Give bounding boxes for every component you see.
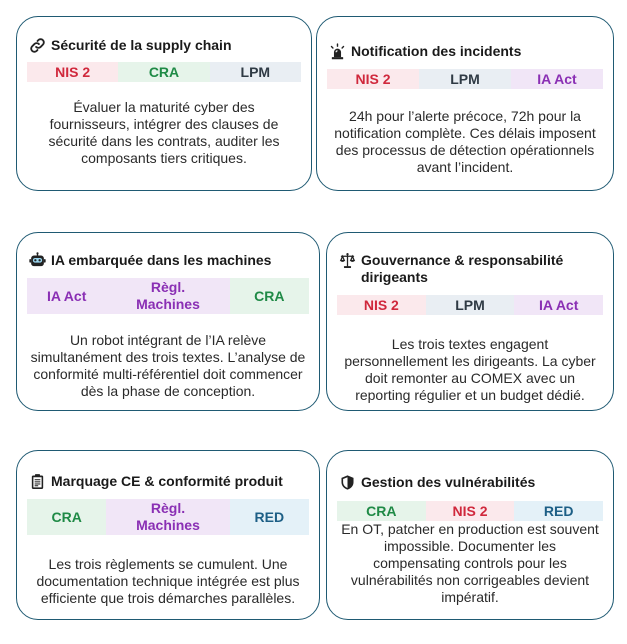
tag-row <box>27 499 309 535</box>
alarm-light-icon <box>329 43 346 60</box>
tag-lpm: LPM <box>419 69 511 89</box>
card-ce-marking <box>16 450 320 620</box>
tag-red: RED <box>514 501 603 521</box>
link-icon <box>29 37 46 54</box>
tag-nis2: NIS 2 <box>337 295 426 315</box>
card-embedded-ai <box>16 232 320 411</box>
clipboard-icon <box>29 473 46 490</box>
card-title-text: Gouvernance & responsabilité dirigeants <box>361 252 564 285</box>
card-description: Évaluer la maturité cyber des fournisseurs, intégrer des clauses de sécurité dans les contrats, auditer les composants tiers critiques. <box>48 99 280 166</box>
tag-cra: CRA <box>118 62 209 82</box>
card-title <box>29 473 309 490</box>
tag-cra: CRA <box>27 499 106 535</box>
tag-row <box>337 295 603 315</box>
tag-regl-machines: Règl. Machines <box>106 278 229 314</box>
card-title <box>339 474 603 491</box>
tag-lpm: LPM <box>426 295 515 315</box>
tag-row <box>337 501 603 521</box>
tag-nis2: NIS 2 <box>327 69 419 89</box>
card-incident-notification <box>316 16 614 191</box>
tag-red: RED <box>230 499 309 535</box>
tag-ia-act: IA Act <box>514 295 603 315</box>
card-description: En OT, patcher en production est souvent impossible. Documenter les compensating controls pour les vulnérabilités non corrigeables devient impératif. <box>341 521 599 605</box>
tag-row <box>327 69 603 89</box>
card-title-text: Marquage CE & conformité produit <box>51 473 283 489</box>
card-governance <box>326 232 614 411</box>
tag-row <box>27 278 309 314</box>
card-description: 24h pour l’alerte précoce, 72h pour la notification complète. Ces délais imposent des processus de détection opérationnels avant l’incident. <box>334 108 596 175</box>
card-title-text: IA embarquée dans les machines <box>51 252 272 268</box>
card-title <box>329 43 603 60</box>
card-title <box>339 252 603 286</box>
card-title <box>29 252 309 269</box>
card-title <box>29 37 301 54</box>
card-title-text: Notification des incidents <box>351 43 522 59</box>
balance-scale-icon <box>339 252 356 269</box>
card-title-text: Gestion des vulnérabilités <box>361 474 536 490</box>
tag-lpm: LPM <box>210 62 301 82</box>
card-description: Un robot intégrant de l’IA relève simultanément des trois textes. L’analyse de conformité multi-référentiel doit commencer dès la phase de conception. <box>30 332 306 399</box>
card-description: Les trois textes engagent personnellement les dirigeants. La cyber doit remonter au COMEX avec un reporting régulier et un budget dédié. <box>344 336 596 403</box>
tag-nis2: NIS 2 <box>27 62 118 82</box>
shield-icon <box>339 474 356 491</box>
card-vulnerability-management <box>326 450 614 620</box>
tag-ia-act: IA Act <box>511 69 603 89</box>
tag-cra: CRA <box>230 278 309 314</box>
tag-nis2: NIS 2 <box>426 501 515 521</box>
card-description: Les trois règlements se cumulent. Une documentation technique intégrée est plus efficiente que trois démarches parallèles. <box>36 556 300 606</box>
tag-cra: CRA <box>337 501 426 521</box>
tag-row <box>27 62 301 82</box>
tag-ia-act: IA Act <box>27 278 106 314</box>
card-supply-chain <box>16 16 312 191</box>
robot-icon <box>29 252 46 269</box>
tag-regl-machines: Règl. Machines <box>106 499 229 535</box>
card-title-text: Sécurité de la supply chain <box>51 37 232 53</box>
